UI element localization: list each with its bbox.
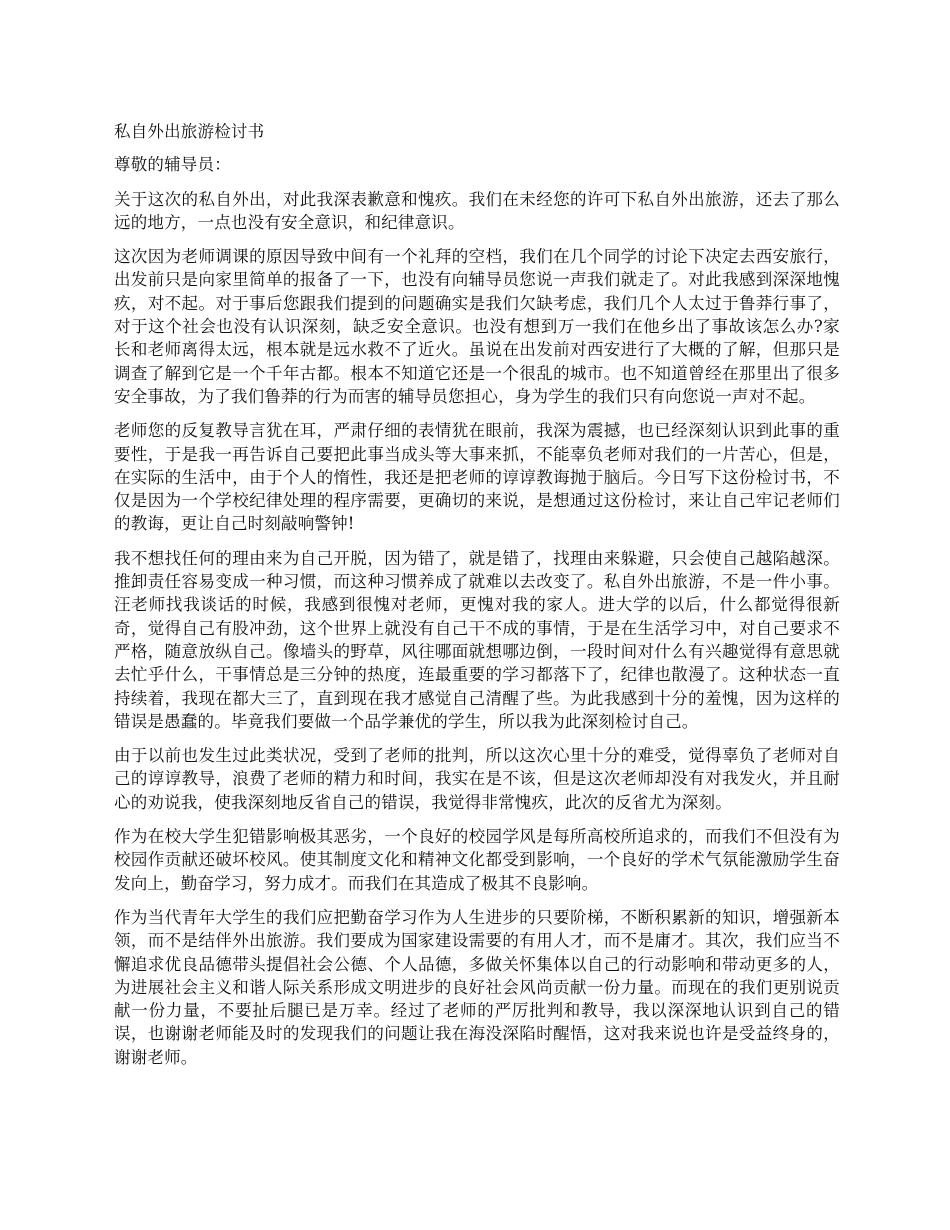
paragraph-7: 作为当代青年大学生的我们应把勤奋学习作为人生进步的只要阶梯，不断积累新的知识，增强新本领，而不是结伴外出旅游。我们要成为国家建设需要的有用人才，而不是庸才。其次，我们应当不懈追求优良品德带头提倡社会公德、个人品德，多做关怀集体以自己的行动影响和带动更多的人，为进展社会主义和谐人际关系形成文明进步的良好社会风尚贡献一份力量。而现在的我们更别说贡献一份力量，不要扯后腿已是万幸。经过了老师的严厉批判和教导，我以深深地认识到自己的错误，也谢谢老师能及时的发现我们的问题让我在海没深陷时醒悟，这对我来说也许是受益终身的，谢谢老师。 (114, 907, 840, 1067)
document-title: 私自外出旅游检讨书 (114, 122, 265, 141)
paragraph-5: 由于以前也发生过此类状况，受到了老师的批判，所以这次心里十分的难受，觉得辜负了老师对自己的谆谆教导，浪费了老师的精力和时间，我实在是不该，但是这次老师却没有对我发火，并且耐心的劝说我，使我深刻地反省自己的错误，我觉得非常愧疚，此次的反省尤为深刻。 (114, 746, 840, 812)
paragraph-2: 这次因为老师调课的原因导致中间有一个礼拜的空档，我们在几个同学的讨论下决定去西安旅行，出发前只是向家里简单的报备了一下，也没有向辅导员您说一声我们就走了。对此我感到深深地愧疚，对不起。对于事后您跟我们提到的问题确实是我们欠缺考虑，我们几个人太过于鲁莽行事了，对于这个社会也没有认识深刻，缺乏安全意识。也没有想到万一我们在他乡出了事故该怎么办?家长和老师离得太远，根本就是远水救不了近火。虽说在出发前对西安进行了大概的了解，但那只是调查了解到它是一个千年古都。根本不知道它还是一个很乱的城市。也不知道曾经在那里出了很多安全事故，为了我们鲁莽的行为而害的辅导员您担心，身为学生的我们只有向您说一声对不起。 (114, 247, 840, 406)
paragraph-4: 我不想找任何的理由来为自己开脱，因为错了，就是错了，找理由来躲避，只会使自己越陷越深。推卸责任容易变成一种习惯，而这种习惯养成了就难以去改变了。私自外出旅游，不是一件小事。汪老师找我谈话的时候，我感到很愧对老师，更愧对我的家人。进大学的以后，什么都觉得很新奇，觉得自己有股冲劲，这个世界上就没有自己干不成的事情，于是在生活学习中，对自己要求不严格，随意放纵自己。像墙头的野草，风往哪面就想哪边倒，一段时间对什么有兴趣觉得有意思就去忙乎什么，干事情总是三分钟的热度，连最重要的学习都落下了，纪律也散漫了。这种状态一直持续着，我现在都大三了，直到现在我才感觉自己清醒了些。为此我感到十分的羞愧，因为这样的错误是愚蠢的。毕竟我们要做一个品学兼优的学生，所以我为此深刻检讨自己。 (114, 548, 840, 731)
paragraph-3: 老师您的反复教导言犹在耳，严肃仔细的表情犹在眼前，我深为震撼，也已经深刻认识到此事的重要性，于是我一再告诉自己要把此事当成头等大事来抓，不能辜负老师对我们的一片苦心，但是，在实际的生活中，由于个人的惰性，我还是把老师的谆谆教诲抛于脑后。今日写下这份检讨书，不仅是因为一个学校纪律处理的程序需要，更确切的来说，是想通过这份检讨，来让自己牢记老师们的教诲，更让自己时刻敲响警钟! (114, 421, 840, 534)
paragraph-6: 作为在校大学生犯错影响极其恶劣，一个良好的校园学风是每所高校所追求的，而我们不但没有为校园作贡献还破坏校风。使其制度文化和精神文化都受到影响，一个良好的学术气氛能激励学生奋发向上，勤奋学习，努力成才。而我们在其造成了极其不良影响。 (114, 827, 840, 893)
salutation: 尊敬的辅导员： (114, 155, 231, 175)
paragraph-1: 关于这次的私自外出，对此我深表歉意和愧疚。我们在未经您的许可下私自外出旅游，还去了那么远的地方，一点也没有安全意识，和纪律意识。 (114, 189, 840, 232)
document-body (114, 120, 840, 1080)
